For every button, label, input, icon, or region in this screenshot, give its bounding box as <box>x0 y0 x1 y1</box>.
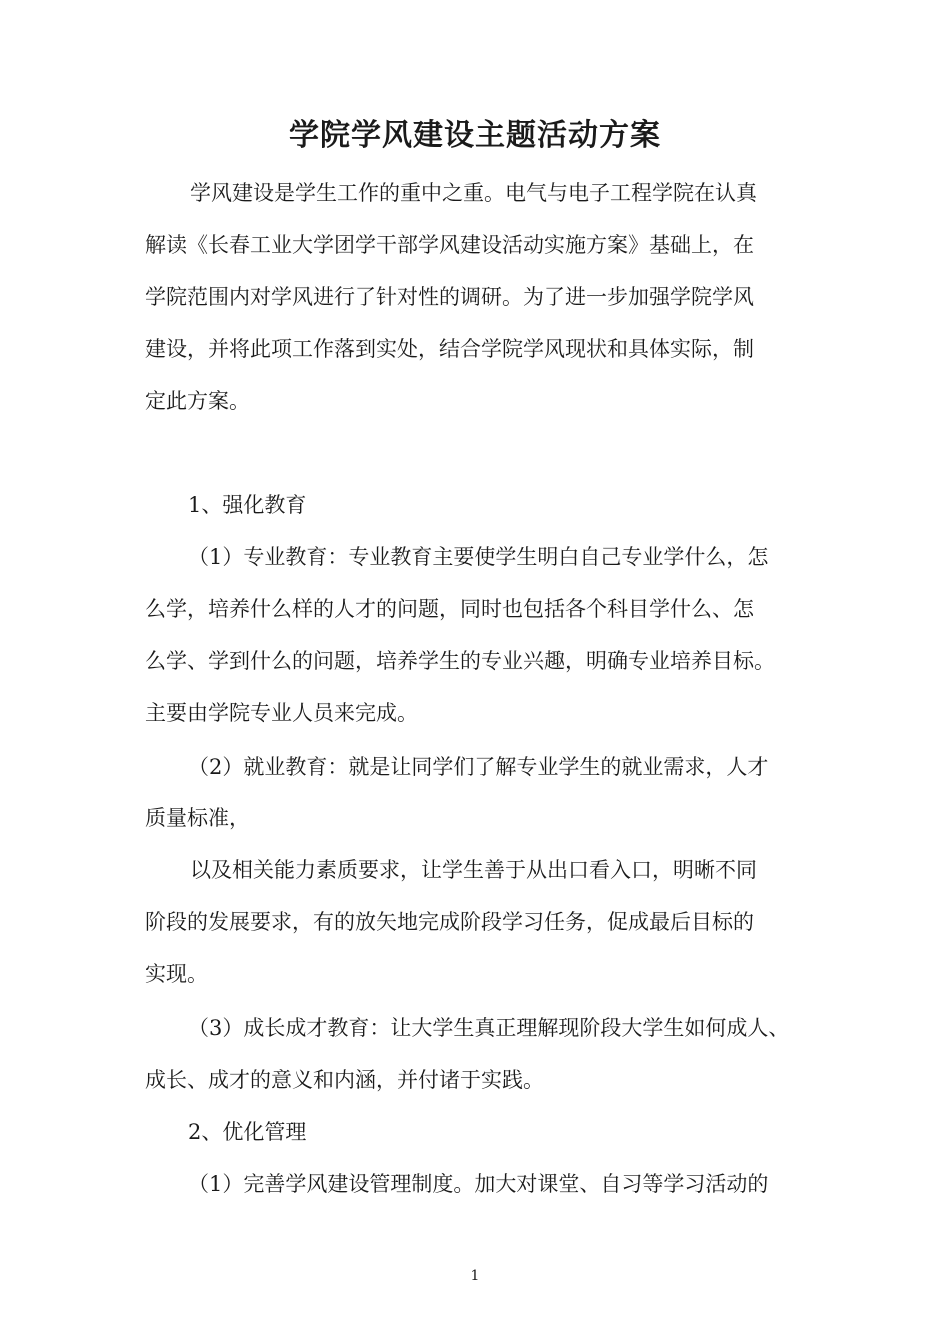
paragraph-line: 以及相关能力素质要求，让学生善于从出口看入口，明晰不同 <box>190 858 757 882</box>
paragraph-line: 解读《长春工业大学团学干部学风建设活动实施方案》基础上，在 <box>145 233 754 257</box>
paragraph-line: 么学、学到什么的问题，培养学生的专业兴趣，明确专业培养目标。 <box>145 649 775 673</box>
paragraph-line: 质量标准， <box>145 806 250 830</box>
paragraph-line: 定此方案。 <box>145 389 250 413</box>
document-title: 学院学风建设主题活动方案 <box>289 118 661 153</box>
paragraph-line: 实现。 <box>145 962 208 986</box>
paragraph-line: 成长、成才的意义和内涵，并付诸于实践。 <box>145 1068 544 1092</box>
paragraph-line: （2）就业教育：就是让同学们了解专业学生的就业需求，人才 <box>188 755 769 779</box>
paragraph-line: 么学，培养什么样的人才的问题，同时也包括各个科目学什么、怎 <box>145 597 754 621</box>
section-heading: 1、强化教育 <box>188 493 307 517</box>
paragraph-line: （1）完善学风建设管理制度。加大对课堂、自习等学习活动的 <box>188 1172 769 1196</box>
paragraph-line: （3）成长成才教育：让大学生真正理解现阶段大学生如何成人、 <box>188 1016 790 1040</box>
paragraph-line: 学风建设是学生工作的重中之重。电气与电子工程学院在认真 <box>190 181 757 205</box>
section-heading: 2、优化管理 <box>188 1120 307 1144</box>
page-number: 1 <box>470 1268 480 1284</box>
paragraph-line: 建设，并将此项工作落到实处，结合学院学风现状和具体实际，制 <box>145 337 754 361</box>
paragraph-line: 学院范围内对学风进行了针对性的调研。为了进一步加强学院学风 <box>145 285 754 309</box>
paragraph-line: （1）专业教育：专业教育主要使学生明白自己专业学什么，怎 <box>188 545 769 569</box>
paragraph-line: 阶段的发展要求，有的放矢地完成阶段学习任务，促成最后目标的 <box>145 910 754 934</box>
paragraph-line: 主要由学院专业人员来完成。 <box>145 701 418 725</box>
